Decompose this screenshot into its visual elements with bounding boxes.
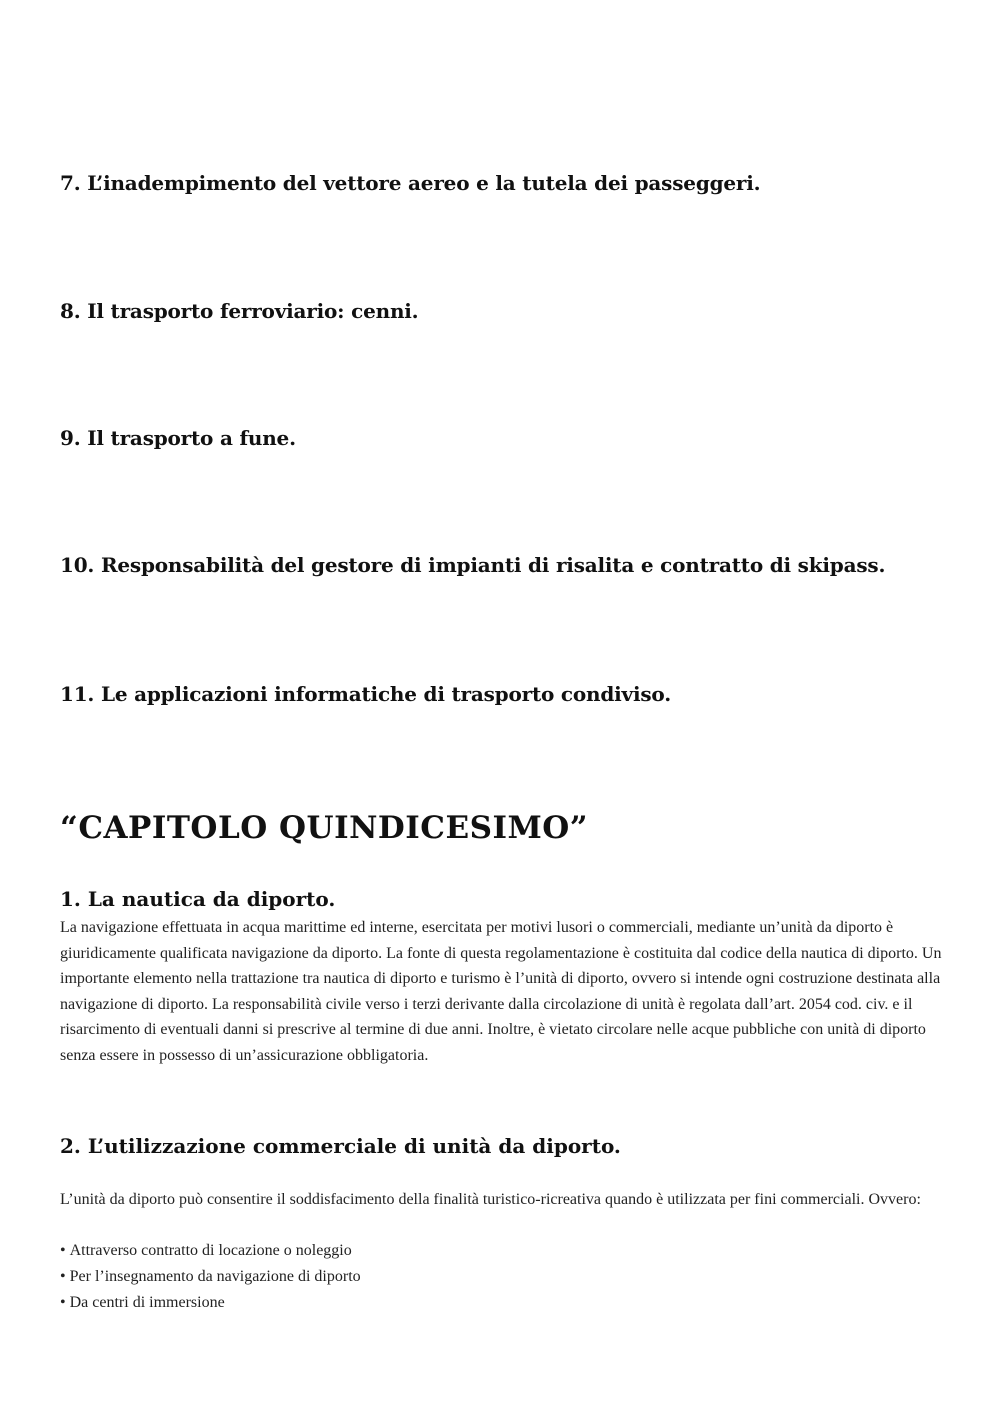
list-item: • Per l’insegnamento da navigazione di diporto (60, 1264, 361, 1290)
section-heading-8: 8. Il trasporto ferroviario: cenni. (60, 299, 419, 323)
section-1-title: 1. La nautica da diporto. (60, 887, 336, 911)
section-heading-10: 10. Responsabilità del gestore di impianti di risalita e contratto di skipass. (60, 553, 886, 577)
section-1-paragraph: La navigazione effettuata in acqua marittime ed interne, esercitata per motivi lusori o commerciali, mediante un’unità da diporto è giuridicamente qualificata navigazione da diporto. La fonte di questa regolamentazione è costituita dal codice della nautica di diporto. Un importante elemento nella trattazione tra nautica di diporto e turismo è l’unità di diporto, ovvero si intende ogni costruzione destinata alla navigazione di diporto. La responsabilità civile verso i terzi derivante dalla circolazione di unità è regolata dall’art. 2054 cod. civ. e il risarcimento di eventuali danni si prescrive al termine di due anni. Inoltre, è vietato circolare nelle acque pubbliche con unità di diporto senza essere in possesso di un’assicurazione obbligatoria. (60, 919, 942, 1064)
section-heading-11: 11. Le applicazioni informatiche di trasporto condiviso. (60, 682, 671, 706)
section-2-title: 2. L’utilizzazione commerciale di unità da diporto. (60, 1134, 621, 1158)
chapter-title: “CAPITOLO QUINDICESIMO” (60, 810, 589, 846)
section-2-bullet-list (60, 1238, 361, 1316)
list-item: • Da centri di immersione (60, 1290, 361, 1316)
section-heading-9: 9. Il trasporto a fune. (60, 426, 296, 450)
list-item: • Attraverso contratto di locazione o noleggio (60, 1238, 361, 1264)
section-2-paragraph: L’unità da diporto può consentire il soddisfacimento della finalità turistico-ricreativa quando è utilizzata per fini commerciali. Ovvero: (60, 1191, 921, 1208)
section-heading-7: 7. L’inadempimento del vettore aereo e la tutela dei passeggeri. (60, 171, 761, 195)
